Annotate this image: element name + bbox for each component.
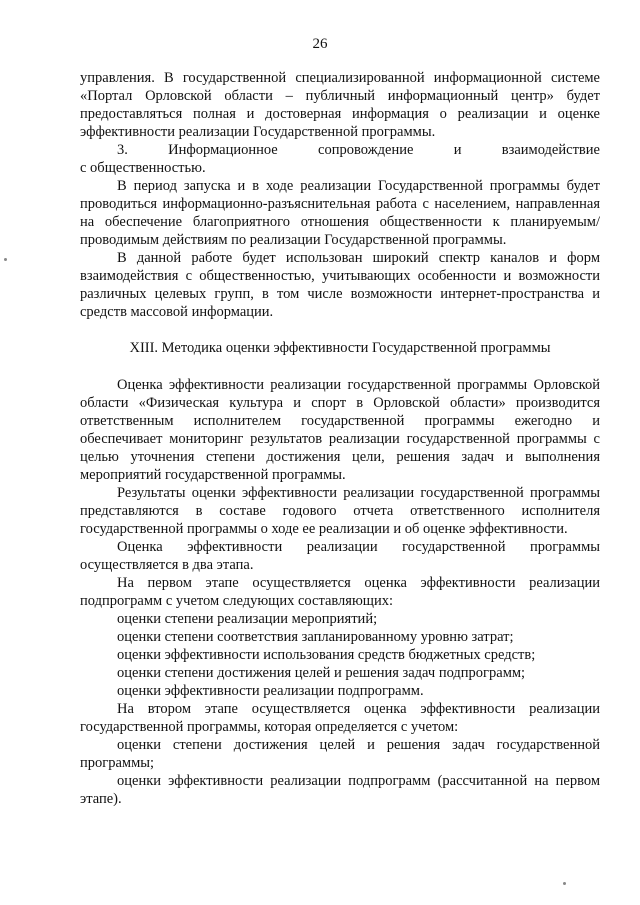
heading-word: Информационное [168, 142, 278, 158]
list-item: оценки степени реализации мероприятий; [117, 611, 378, 627]
section-number: 3. [117, 142, 128, 158]
paragraph-section-3-heading [80, 141, 600, 159]
heading-word: сопровождение [318, 142, 414, 158]
paragraph-subprogram-criteria: оценки эффективности реализации подпрограмм (рассчитанной на первом этапе). [80, 773, 600, 807]
page-number: 26 [312, 36, 328, 52]
page-body [80, 69, 600, 808]
heading-word: взаимодействие [501, 142, 600, 158]
list-item: оценки степени соответствия запланированному уровню затрат; [117, 629, 514, 645]
paragraph-results: Результаты оценки эффективности реализации государственной программы представляются в составе годового отчета ответственного исполнителя государственной программы о ходе ее реализации и об оценке эффективности. [80, 485, 600, 537]
paragraph-second-stage: На втором этапе осуществляется оценка эффективности реализации государственной программы, которая определяется с учетом: [80, 701, 600, 735]
paragraph-launch-period: В период запуска и в ходе реализации Государственной программы будет проводиться информационно-разъяснительная работа с населением, направленная на обеспечение благоприятного отношения общественности к планируемым/проводимым действиям по реализации Государственной программы. [80, 178, 600, 248]
paragraph-evaluation: Оценка эффективности реализации государственной программы Орловской области «Физическая культура и спорт в Орловской области» производится ответственным исполнителем государственной программы ежегодно и обеспечивает мониторинг результатов реализации государственной программы с целью уточнения степени достижения цели, решения задач и выполнения мероприятий государственной программы. [80, 377, 600, 483]
section-title: XIII. Методика оценки эффективности Государственной программы [129, 340, 551, 356]
scan-speck [563, 882, 566, 885]
paragraph-goals-criteria: оценки степени достижения целей и решения задач государственной программы; [80, 737, 600, 771]
paragraph-section-3-heading-tail: с общественностью. [80, 160, 206, 176]
paragraph-portal-info: управления. В государственной специализированной информационной системе «Портал Орловской области – публичный информационный центр» будет предоставляться полная и достоверная информация о реализации и оценке эффективности реализации Государственной программы. [80, 70, 600, 140]
scan-speck [4, 258, 7, 261]
heading-word: и [453, 142, 462, 158]
paragraph-first-stage: На первом этапе осуществляется оценка эффективности реализации подпрограмм с учетом следующих составляющих: [80, 575, 600, 609]
list-item: оценки эффективности реализации подпрограмм. [117, 683, 424, 699]
paragraph-two-stages: Оценка эффективности реализации государственной программы осуществляется в два этапа. [80, 539, 600, 573]
list-item: оценки эффективности использования средств бюджетных средств; [117, 647, 536, 663]
paragraph-channels: В данной работе будет использован широкий спектр каналов и форм взаимодействия с общественностью, учитывающих особенности и возможности различных целевых групп, в том числе возможности интернет-пространства и средств массовой информации. [80, 250, 600, 320]
list-item: оценки степени достижения целей и решения задач подпрограмм; [117, 665, 526, 681]
